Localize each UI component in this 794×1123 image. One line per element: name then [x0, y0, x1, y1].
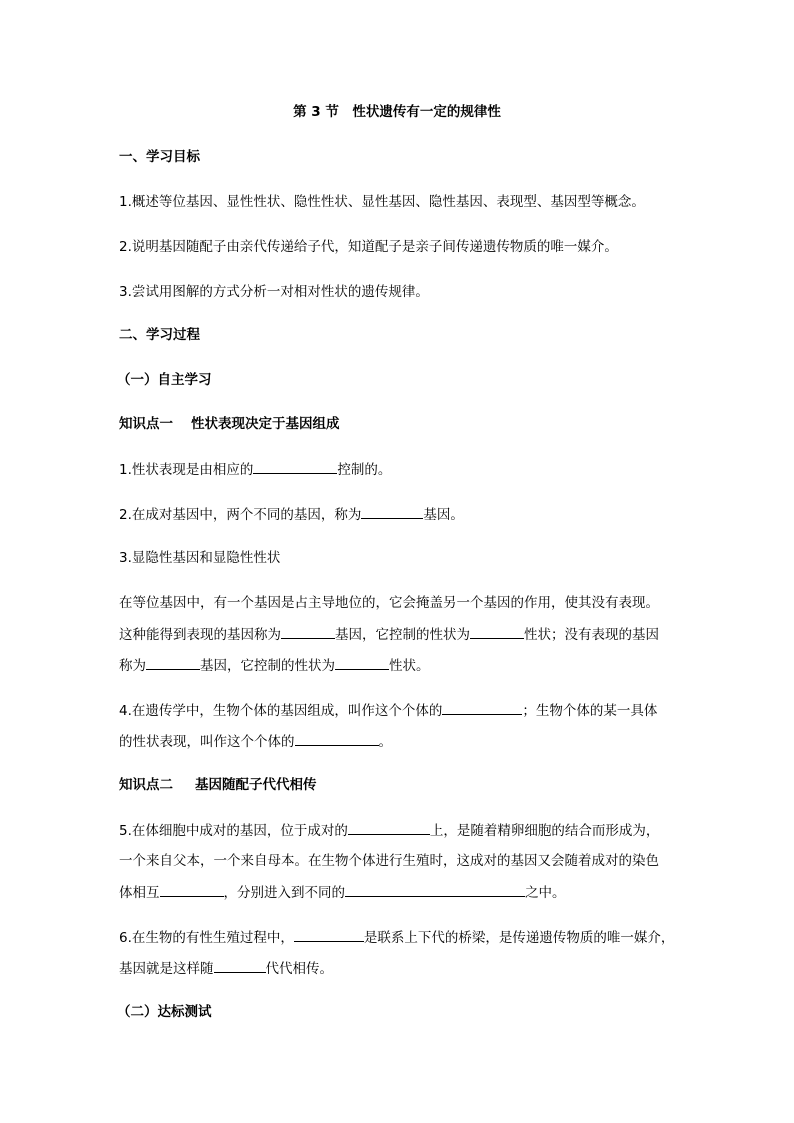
goal-item-3: 3.尝试用图解的方式分析一对相对性状的遗传规律。 — [119, 284, 429, 300]
answer-blank[interactable] — [281, 625, 335, 639]
knowledge-point-2 — [119, 776, 317, 794]
goal-item-2: 2.说明基因随配子由亲代传递给子代，知道配子是亲子间传递遗传物质的唯一媒介。 — [119, 239, 618, 255]
question-4-text-d: 。 — [378, 734, 392, 750]
question-5-text-e: 之中。 — [525, 885, 566, 901]
section-heading-process: 二、学习过程 — [119, 327, 200, 343]
knowledge-point-1-label: 知识点一 — [119, 416, 173, 432]
knowledge-point-1 — [119, 415, 340, 433]
answer-blank[interactable] — [361, 505, 423, 519]
answer-blank[interactable] — [295, 732, 379, 746]
answer-blank[interactable] — [294, 928, 364, 942]
question-1 — [119, 460, 391, 479]
question-5-line-3 — [119, 883, 566, 902]
answer-blank[interactable] — [214, 959, 266, 973]
question-3-text-d: 称为 — [119, 658, 146, 674]
question-4-text-a: 4.在遗传学中，生物个体的基因组成，叫作这个个体的 — [119, 703, 443, 719]
knowledge-point-2-label: 知识点二 — [119, 777, 173, 793]
page-title: 第 3 节 性状遗传有一定的规律性 — [293, 104, 501, 120]
question-6-text-d: 代代相传。 — [265, 961, 333, 977]
subsection-assessment: （二）达标测试 — [117, 1004, 212, 1020]
knowledge-point-2-title: 基因随配子代代相传 — [195, 777, 317, 793]
question-3-text-f: 性状。 — [389, 658, 430, 674]
answer-blank[interactable] — [146, 656, 200, 670]
knowledge-point-1-title: 性状表现决定于基因组成 — [191, 416, 340, 432]
question-1-text-b: 控制的。 — [337, 462, 392, 478]
question-4-line-1 — [119, 701, 657, 720]
question-6-text-a: 6.在生物的有性生殖过程中， — [119, 930, 294, 946]
answer-blank[interactable] — [253, 460, 337, 474]
answer-blank[interactable] — [335, 656, 389, 670]
question-3-text-b: 基因，它控制的性状为 — [335, 627, 470, 643]
question-3-paragraph-line-1: 在等位基因中，有一个基因是占主导地位的，它会掩盖另一个基因的作用，使其没有表现。 — [119, 595, 659, 611]
question-5-text-c: 体相互 — [119, 885, 160, 901]
question-2-text-a: 2.在成对基因中，两个不同的基因，称为 — [119, 507, 362, 523]
answer-blank[interactable] — [470, 625, 524, 639]
goal-item-1: 1.概述等位基因、显性性状、隐性性状、显性基因、隐性基因、表现型、基因型等概念。 — [119, 194, 645, 210]
question-3-text-e: 基因，它控制的性状为 — [200, 658, 335, 674]
question-4-line-2 — [119, 732, 392, 751]
subsection-self-study: （一）自主学习 — [117, 372, 212, 388]
question-6-text-b: 是联系上下代的桥梁，是传递遗传物质的唯一媒介， — [363, 930, 675, 946]
question-2-text-b: 基因。 — [423, 507, 464, 523]
answer-blank[interactable] — [345, 883, 525, 897]
question-5-text-a: 5.在体细胞中成对的基因，位于成对的 — [119, 823, 348, 839]
question-3-paragraph-line-3 — [119, 656, 430, 675]
question-3-text-a: 这种能得到表现的基因称为 — [119, 627, 281, 643]
question-6-text-c: 基因就是这样随 — [119, 961, 214, 977]
answer-blank[interactable] — [160, 883, 224, 897]
question-3-text-c: 性状；没有表现的基因 — [524, 627, 659, 643]
question-3-paragraph-line-2 — [119, 625, 659, 644]
answer-blank[interactable] — [348, 821, 430, 835]
question-6-line-2 — [119, 959, 333, 978]
question-4-text-c: 的性状表现，叫作这个个体的 — [119, 734, 295, 750]
question-5-line-1 — [119, 821, 659, 840]
section-heading-goals: 一、学习目标 — [119, 149, 200, 165]
question-2 — [119, 505, 464, 524]
answer-blank[interactable] — [442, 701, 522, 715]
question-6-line-1 — [119, 928, 674, 947]
question-5-text-d: ，分别进入到不同的 — [223, 885, 345, 901]
question-4-text-b: ；生物个体的某一具体 — [522, 703, 658, 719]
question-1-text-a: 1.性状表现是由相应的 — [119, 462, 254, 478]
question-5-text-b: 上，是随着精卵细胞的结合而形成为， — [429, 823, 660, 839]
question-3: 3.显隐性基因和显隐性性状 — [119, 550, 281, 566]
question-5-line-2: 一个来自父本，一个来自母本。在生物个体进行生殖时，这成对的基因又会随着成对的染色 — [119, 853, 659, 869]
